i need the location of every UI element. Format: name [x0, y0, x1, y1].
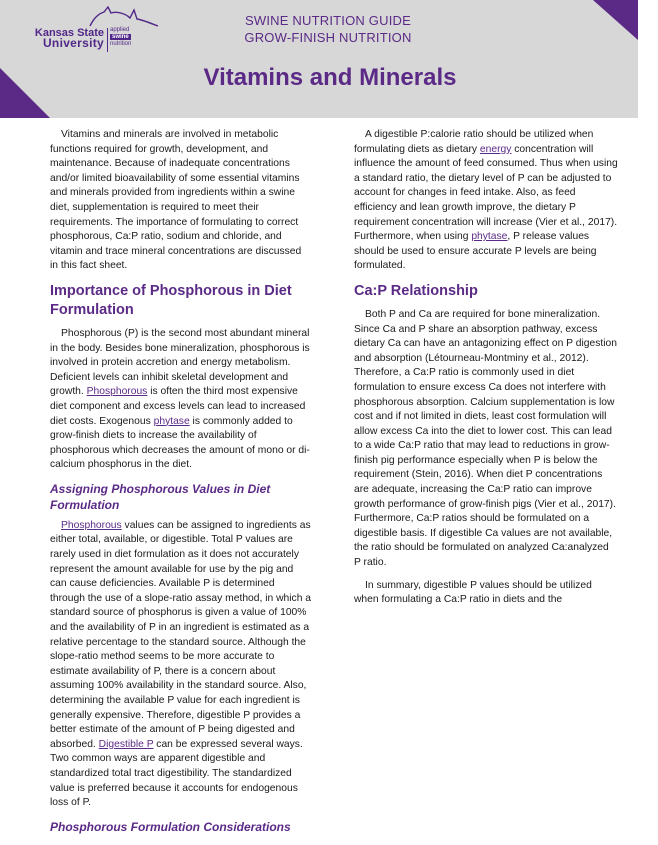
heading-importance: Importance of Phosphorous in Diet Formulation [50, 282, 292, 318]
ca-p-paragraph: Both P and Ca are required for bone mineralization. Since Ca and P share an absorption pathway, excess dietary Ca can have an antagonizing effect on P digestion and absorption (Létourneau-Montminy et al., 2012). Therefore, a Ca:P ratio is commonly used in diet formulation to ensure excess Ca does not interfere with phosphorous absorption. Calcium supplementation is low cost and if not limited in diets, least cost formulation will allow excess Ca into the diet to lower cost. This can lead to a wide Ca:P ratio that may lead to reductions in grow-finish pig performance especially when P is below the requirement (Stein, 2016). When diet P concentrations are adequate, increasing the Ca:P ratio can improve growth performance of grow-finish pigs (Vier et al., 2017). Furthermore, Ca:P ratios should be formulated on a digestible basis. If digestible Ca values are not available, the ratio should be formulated on analyzed Ca:analyzed P ratio. [354, 308, 617, 569]
header-right-triangle [593, 0, 638, 40]
text-run: A digestible P:calorie ratio should be utilized when formulating diets as dietary [354, 129, 594, 155]
intro-paragraph: Vitamins and minerals are involved in metabolic functions required for growth, development, and maintenance. Because of inadequate concentrations and/or limited bioavailability of some essential vitamins and minerals provided from ingredients within a swine diet, supplementation is required to meet their requirements. The importance of formulating to correct phosphorous, Ca:P ratio, sodium and chloride, and vitamin and trace mineral concentrations are discussed in this fact sheet. [50, 129, 302, 272]
header-left-triangle [0, 68, 50, 118]
university-line1: Kansas State [34, 27, 104, 39]
heading-ca-p-relationship: Ca:P Relationship [354, 282, 478, 299]
text-run: concentration will influence the amount of feed consumed. Thus when using a standard ratio, the dietary level of P can be adjusted to account for changes in feed intake. Also, as feed efficiency and lean growth improve, the dietary P requirement concentration will increase (Vier et al., 2017). Furthermore, when using [354, 143, 618, 243]
digestible-p-link[interactable]: Digestible P [98, 738, 154, 750]
program-mid: swine [112, 34, 129, 40]
text-run: is often the third most expensive diet component and excess levels can lead to increased diet costs. Exogenous [50, 386, 306, 427]
program-bottom: nutrition [110, 41, 132, 47]
university-line2: University [42, 36, 104, 50]
summary-paragraph: In summary, digestible P values should be utilized when formulating a Ca:P ratio in diets and the [354, 579, 592, 606]
kstate-logo [30, 6, 160, 56]
energy-link[interactable]: energy [479, 143, 512, 155]
text-run: , P release values should be used to ensure accurate P levels are being formulated. [354, 231, 597, 272]
page-title: Vitamins and Minerals [203, 64, 457, 91]
assigning-paragraph [50, 519, 312, 811]
guide-line1: SWINE NUTRITION GUIDE [245, 13, 411, 28]
phosphorous-link[interactable]: Phosphorous [86, 386, 148, 398]
guide-heading [178, 12, 478, 46]
program-name [110, 27, 131, 48]
phytase-link[interactable]: phytase [471, 231, 508, 243]
phosphorous-link[interactable]: Phosphorous [61, 519, 122, 531]
text-run: values can be assigned to ingredients as either total, available, or digestible. Total P values are rarely used in diet formulation as it does not accurately represent the amount available for use by the pig and can cause deficiencies. Available P is determined through the use of a slope-ratio assay method, in which a standard source of phosphorus is given a value of 100% and the availability of P in an ingredient is estimated as a relative percentage to the standard source. Although the slope-ratio method seems to be more accurate to estimate availability of P, there is a concern about assuming 100% availability in the standard source. Also, determining the available P value for each ingredient is generally expensive. Therefore, digestible P provides a better estimate of the amount of P being digested and absorbed. [50, 519, 312, 750]
wildcat-icon [88, 6, 160, 28]
text-run: can be expressed several ways. Two common ways are apparent digestible and standardized total tract digestibility. The standardized value is preferred because it accounts for endogenous loss of P. [50, 738, 303, 809]
heading-considerations: Phosphorous Formulation Considerations [50, 819, 291, 834]
text-run: is commonly added to grow-finish diets to increase the availability of phosphorous which decreases the amount of mono or di-calcium phosphorus in the diet. [50, 415, 310, 471]
logo-separator [107, 28, 108, 52]
university-name [30, 28, 104, 48]
phosphorous-paragraph [50, 327, 312, 473]
left-column [50, 128, 312, 841]
phytase-link[interactable]: phytase [153, 415, 190, 427]
heading-assigning: Assigning Phosphorous Values in Diet Formulation [50, 481, 271, 512]
program-top: applied [110, 27, 130, 33]
calorie-ratio-paragraph [354, 128, 618, 274]
header-banner [0, 0, 638, 118]
text-run: Phosphorous (P) is the second most abundant mineral in the body. Besides bone mineralization, phosphorous is involved in protein accretion and energy metabolism. Deficient levels can inhibit skeletal development and growth. [50, 327, 310, 398]
guide-line2: GROW-FINISH NUTRITION [244, 30, 412, 45]
right-column [354, 128, 618, 608]
